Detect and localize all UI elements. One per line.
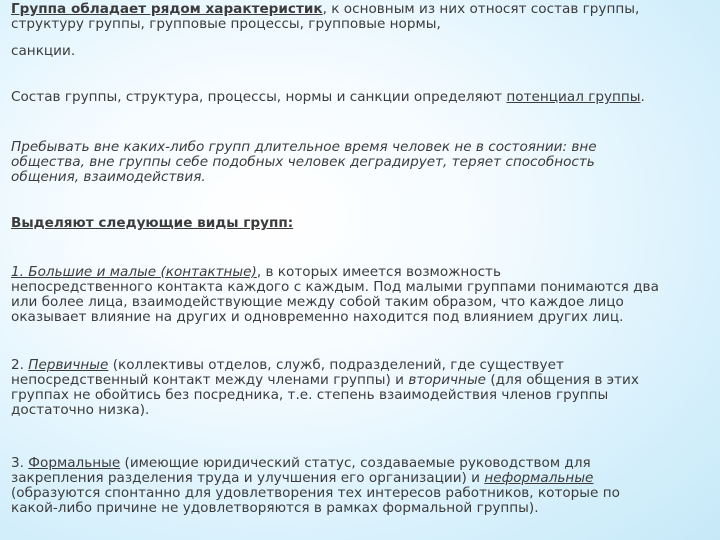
line: (образуются спонтанно для удовлетворения тех интересов работников, которые по xyxy=(11,485,620,501)
text: закрепления разделения труда и улучшения его организации) и xyxy=(11,470,485,486)
line: достаточно низка). xyxy=(11,402,150,418)
heading-group-types: Выделяют следующие виды групп: xyxy=(11,215,294,231)
line: или более лица, взаимодействующие между собой таким образом, что каждое лицо xyxy=(11,294,624,310)
line: какой-либо причине не удовлетворяются в рамках формальной группы). xyxy=(11,500,539,516)
paragraph-outside-groups xyxy=(11,140,711,185)
text: 3. xyxy=(11,455,29,471)
line xyxy=(11,358,711,373)
text: , к основным из них относят состав группы, xyxy=(322,1,640,17)
text: (для общения в этих xyxy=(486,372,639,388)
paragraph-group-characteristics xyxy=(11,2,711,59)
term-formal: Формальные xyxy=(28,455,121,471)
paragraph-primary-secondary xyxy=(11,358,711,418)
paragraph-formal-informal xyxy=(11,456,711,516)
group-potential-link[interactable]: потенциал группы xyxy=(506,89,641,105)
term-large-small: 1. Большие и малые (контактные) xyxy=(11,264,257,280)
line xyxy=(11,456,711,471)
line: общения, взаимодействия. xyxy=(11,169,206,185)
term-primary: Первичные xyxy=(28,357,109,373)
text: . xyxy=(640,89,645,105)
text: , в которых имеется возможность xyxy=(256,264,501,280)
line: санкции. xyxy=(11,43,76,59)
line: структуру группы, групповые процессы, групповые нормы, xyxy=(11,16,441,32)
heading-group-characteristics: Группа обладает рядом характеристик xyxy=(11,1,323,17)
line xyxy=(11,2,711,17)
text: (коллективы отделов, служб, подразделений, где существует xyxy=(108,357,564,373)
line: общества, вне группы себе подобных человек деградирует, теряет способность xyxy=(11,154,595,170)
term-informal: неформальные xyxy=(484,470,594,486)
text: 2. xyxy=(11,357,29,373)
line xyxy=(11,265,711,280)
line: Пребывать вне каких-либо групп длительное время человек не в состоянии: вне xyxy=(11,139,597,155)
text: Состав группы, структура, процессы, нормы и санкции определяют xyxy=(11,89,507,105)
paragraph-large-small-groups xyxy=(11,265,711,325)
line: непосредственного контакта каждого с каждым. Под малыми группами понимаются два xyxy=(11,279,659,295)
term-secondary: вторичные xyxy=(408,372,487,388)
paragraph-group-types-heading xyxy=(11,216,711,231)
text: (имеющие юридический статус, создаваемые руководством для xyxy=(120,455,591,471)
line xyxy=(11,471,711,486)
line: группах не обойтись без посредника, т.е. степень взаимодействия членов группы xyxy=(11,387,609,403)
paragraph-group-potential xyxy=(11,90,711,105)
text: непосредственный контакт между членами группы) и xyxy=(11,372,409,388)
line: оказывает влияние на других и одновременно находится под влиянием других лиц. xyxy=(11,309,624,325)
line xyxy=(11,373,711,388)
